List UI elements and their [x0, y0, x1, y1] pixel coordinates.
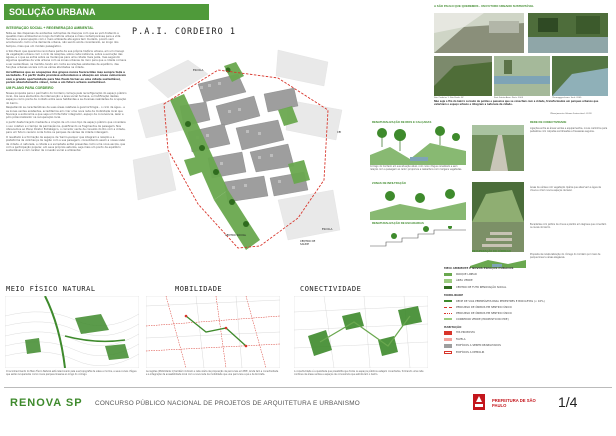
footer-prefeitura: PREFEITURA DE SÃO PAULO	[492, 398, 536, 408]
legend	[444, 266, 612, 396]
sp-panel	[430, 4, 612, 118]
legend-title-2: MOBILIDADE	[444, 293, 464, 297]
escadarias-text: Escadarias com jardins de chuva e plantio em degraus que conectam os níveis do bairro.	[530, 223, 607, 229]
legend-item	[444, 273, 612, 277]
photo-stream	[552, 56, 608, 96]
legend-item	[444, 300, 612, 303]
heading-integracao: INTEGRAÇÃO SOCIAL + REGENERAÇÃO AMBIENTAL	[6, 26, 94, 30]
photo-river-park	[494, 56, 550, 96]
sp-panel-title: A SÃO PAULO QUE QUEREMOS - UM FUTURO URBANO SUSTENTÁVEL	[434, 4, 534, 8]
legend-item	[444, 306, 612, 309]
swatch-rede-vias	[444, 300, 452, 302]
label-escola-1: ESCOLA	[193, 69, 204, 72]
label-cei: CEI	[337, 131, 342, 134]
section-drawing-rios	[370, 125, 466, 165]
swatch-demolir	[444, 351, 452, 355]
legend-item	[444, 279, 612, 283]
section-title: SOLUÇÃO URBANA	[9, 7, 96, 17]
swatch-onibus-1	[444, 307, 452, 308]
legend-item	[444, 338, 612, 342]
swatch-area-verde	[444, 279, 452, 283]
diagram-meio-fisico	[5, 296, 139, 368]
diagram-mobilidade-caption: As regiões (Mobilidade 1) também indicam a rede viária de proposição de percursos em PDE. Ainda tem a conectividade e a integração da acessibilidade local com a nova rede de mobilidade que une percursos a pé e de bicicleta.	[146, 370, 279, 376]
swatch-favela	[444, 338, 452, 342]
paragraph-list-1	[6, 32, 128, 85]
paragraph: A partir deste traçado mediante a criação de um novo tipo de espaço público que considere o uso coletivo e o tempo de permanência, qualificando os fragmentos da paisagem. Nos oferecemos ao Plano Diretor Estratégico, o corredor verde de conexão do Rio com a cidade, para um futuro cenário onde todos os parques de várzea da cidade interagem.	[6, 121, 126, 135]
legend-item	[444, 344, 612, 348]
conectividade-title: REDE DE CONECTIVIDADE	[530, 120, 567, 124]
photo-escadarias	[472, 222, 524, 252]
legend-item	[444, 312, 612, 315]
plan-title: P.A.I. CORDEIRO 1	[132, 27, 236, 37]
master-plan-drawing	[128, 40, 344, 258]
infiltracao-title: ZONAS DE INFILTRAÇÃO	[372, 181, 406, 185]
legend-item-label: EDIFÍCIOS A SEREM REABILITADOS	[456, 344, 501, 348]
diagram-meio-fisico-caption: O reconhecimento do Meio Físico Natural está relacionado pela sua topografia de vales e morros, e seus cursos d'água que serão recuperados como novos parques lineares ao longo do córrego.	[6, 370, 137, 376]
label-centro-saude: CENTRO DE SAÚDE	[300, 240, 316, 246]
paragraph: A São Paulo que queremos reconhece parte da sua própria história urbana, em um manejo da vegetação urbana com o ciclo de relações, sobre cada instância, sobre a evolução das águas, e o que se extrai sobre as mudanças para uma cidade mais justa, mas seguindo algumas questões da vida urbana com as zonas urbanas de risco para que a cidade comece a ser sustentável, na medida, tendo em conta as relações existentes de equilíbrio, das funções urbanas sociais com as várias atividades na cidade.	[6, 49, 127, 70]
escadarias-title: RENATURALIZAÇÃO DE ESCADARIAS	[372, 221, 424, 225]
legend-title-1: MEIO AMBIENTE E NOVOS ESPAÇOS PÚBLICOS	[444, 266, 514, 270]
diagram-mobilidade	[146, 296, 280, 368]
legend-item	[444, 318, 612, 321]
label-escola-2: ESCOLA	[322, 228, 333, 231]
photo-pedestrian-path	[472, 125, 524, 171]
legend-item-label: CENTRO DE FUTR RENOVAÇÃO SOCIAL	[456, 285, 507, 289]
photo-caption-1: São Cordeiro 1, São Paulo, SP	[434, 97, 464, 99]
paragraph: Respeitando as características de suas áreas relativas à geomorfologia - o ciclo da água - e as zonas verdes existentes, acreditamos em criar uma nova rede de mobilidade local que favoreça a autonomia e que seja um forte fator integrador, espaço de convivência, lazer e pólo potencializador na recuperação local.	[6, 106, 125, 120]
crest-icon	[470, 392, 488, 414]
footer-divider	[4, 387, 612, 388]
corrego-text: Proposta de renaturalização do córrego do Cordeiro por meio de parque linear e áreas alagáveis.	[530, 253, 601, 259]
photo-streetscape	[434, 13, 524, 53]
diagram-meio-fisico-title: MEIO FÍSICO NATURAL	[6, 285, 96, 293]
section-drawing-infiltracao	[370, 186, 466, 220]
paragraph: Nossa proposta para o perímetro do Cordeiro começa pela reconfiguração do espaço público local, dos seus elementos de intervenção: a área social humana, a modificação destes espaços como ponte de contato entre seus habitantes e as diversas realidades da ocupação do bairro.	[6, 91, 127, 105]
infiltracao-text: Áreas de várzea com vegetação ripária que absorvem a água de chuva e criam novos espaços de lazer.	[530, 186, 601, 192]
swatch-onibus-2	[444, 313, 452, 314]
paragraph-list-2	[6, 92, 128, 153]
footer-crest	[470, 392, 488, 414]
swatch-parque-linear	[444, 273, 452, 277]
paragraph: O resultado é a formação de espaços de 'bairro-parque' que integram a relação e a plataforma da vizinhança da região com a sua paisagem, consolidando assim a nossa visão de cidade. A natureza, a cidade e a sociedade então presentes como uma nova escola, que com a participação popular, em seus próprios estudos, seja mais um ponto de equilíbrio sustentável e com caráter de conexão social e ambiental.	[6, 135, 126, 153]
diagram-conectividade-title: CONECTIVIDADE	[300, 285, 362, 293]
legend-item	[444, 286, 612, 290]
diagram-conectividade	[294, 296, 428, 368]
diagram-conectividade-caption: A conectividade é a qualidade que possibilita que todos os espaços públicos estejam conectados, formando uma rede contínua de áreas verdes e espaços de convivência que estruturam o bairro.	[294, 370, 424, 376]
legend-item-label: EDIFÍCIOS A DEMOLIR	[456, 350, 485, 354]
legend-item-label: PERCURSO DE ÔNIBUS EM SENTIDO ÚNICO	[456, 305, 512, 309]
legend-item-label: FAVELA	[456, 337, 466, 341]
swatch-reabilitar	[444, 344, 452, 348]
legend-item-label: PARQUE LINEAR	[456, 272, 477, 276]
master-plan-map	[128, 40, 344, 258]
photo-caption-3: Cheonggyecheon, Seul, 2005	[552, 97, 582, 99]
diagram-mobilidade-title: MOBILIDADE	[175, 285, 223, 293]
legend-title-3: HABITAÇÃO	[444, 324, 462, 329]
legend-item-label: PERCURSO DE ÔNIBUS EM SENTIDO ÚNICO	[456, 311, 512, 315]
sp-quote: Não seja o fim do bairro cercado de pontes e passeios que se conectam com a cidade, transformados em parques urbanos que valorizam o espaço urbano e integram a natureza da cidade.	[434, 100, 599, 106]
conectividade-text: Ligações entre as áreas verdes e equipamentos, novos caminhos para pedestres com calçadas sombreadas e travessias seguras.	[530, 127, 608, 133]
swatch-corredor-verde	[444, 318, 452, 320]
corrego-title: RECUPERAÇÃO DO CÓRREGO	[472, 250, 512, 253]
section-drawing-escadarias	[370, 226, 466, 248]
swatch-his-proposta	[444, 331, 452, 335]
legend-item-label: HIS PROPOSTA	[456, 331, 476, 335]
photo-channel	[528, 13, 608, 53]
legend-item-label: CORREDOR VERDE (PROPOSTO NO PDE)	[456, 317, 509, 321]
legend-item	[444, 351, 612, 355]
sheet-number: 1/4	[558, 394, 578, 410]
swatch-centro	[444, 286, 452, 290]
legend-item	[444, 331, 612, 335]
sp-quote-author: (Planejamento Urbano Sustentável, 2012)	[550, 113, 593, 115]
legend-item-label: ÁREA VERDE	[456, 279, 473, 283]
photo-park-aerial	[434, 56, 492, 96]
photo-infiltracao	[472, 182, 524, 222]
label-centro-social: CENTRO SOCIAL	[225, 234, 247, 237]
heading-plano: UM PLANO PARA CORDEIRO	[6, 86, 54, 91]
legend-item-label: REDE DE VIAS PERMEÁVEIS PARA PEDESTRES E BICICLETAS (< 10%)	[456, 299, 545, 303]
photo-caption-2: Pont Sainte-Aure, Paris, 2005	[494, 97, 524, 99]
left-text-column	[6, 26, 128, 256]
paragraph: Acreditamos que as ocupações dos grupos nunca favorecidas mas sempre toda a sociedade. É a partir desta premissa entendemos a atuação em áreas vulneráveis com a grande oportunidade para São Paulo tornar-se uma cidade sustentável, porém absolutamente viável, rumo a um futuro urbano sustentável.	[6, 70, 126, 84]
renaturalizacao-title: RENATURALIZAÇÃO DE RIOS E CALÇADAS	[372, 120, 432, 124]
footer-title: CONCURSO PÚBLICO NACIONAL DE PROJETOS DE ARQUITETURA E URBANISMO	[95, 400, 360, 407]
paragraph: Note-se das dispersas de evidentes nutrientes de doenças com que se vem tratando a questão meio ambiental ao longo da história urbana é mais contemporânea para a vida humana, a preocupação com o meio ambiente até agora tem mudado, porém vem acontecendo como uma demanda urbana, não sendo ainda considerado, ao longo dos tempos, mais que um modelo paisagístico.	[6, 31, 121, 48]
footer-logo-renova: RENOVA SP	[10, 397, 83, 409]
renaturalizacao-text: Córrego do Cordeiro em sua situação atual, com curso d'água canalizado e sem relação com a paisagem ao redor; propomos a reabertura com margens vegetadas.	[370, 165, 462, 171]
